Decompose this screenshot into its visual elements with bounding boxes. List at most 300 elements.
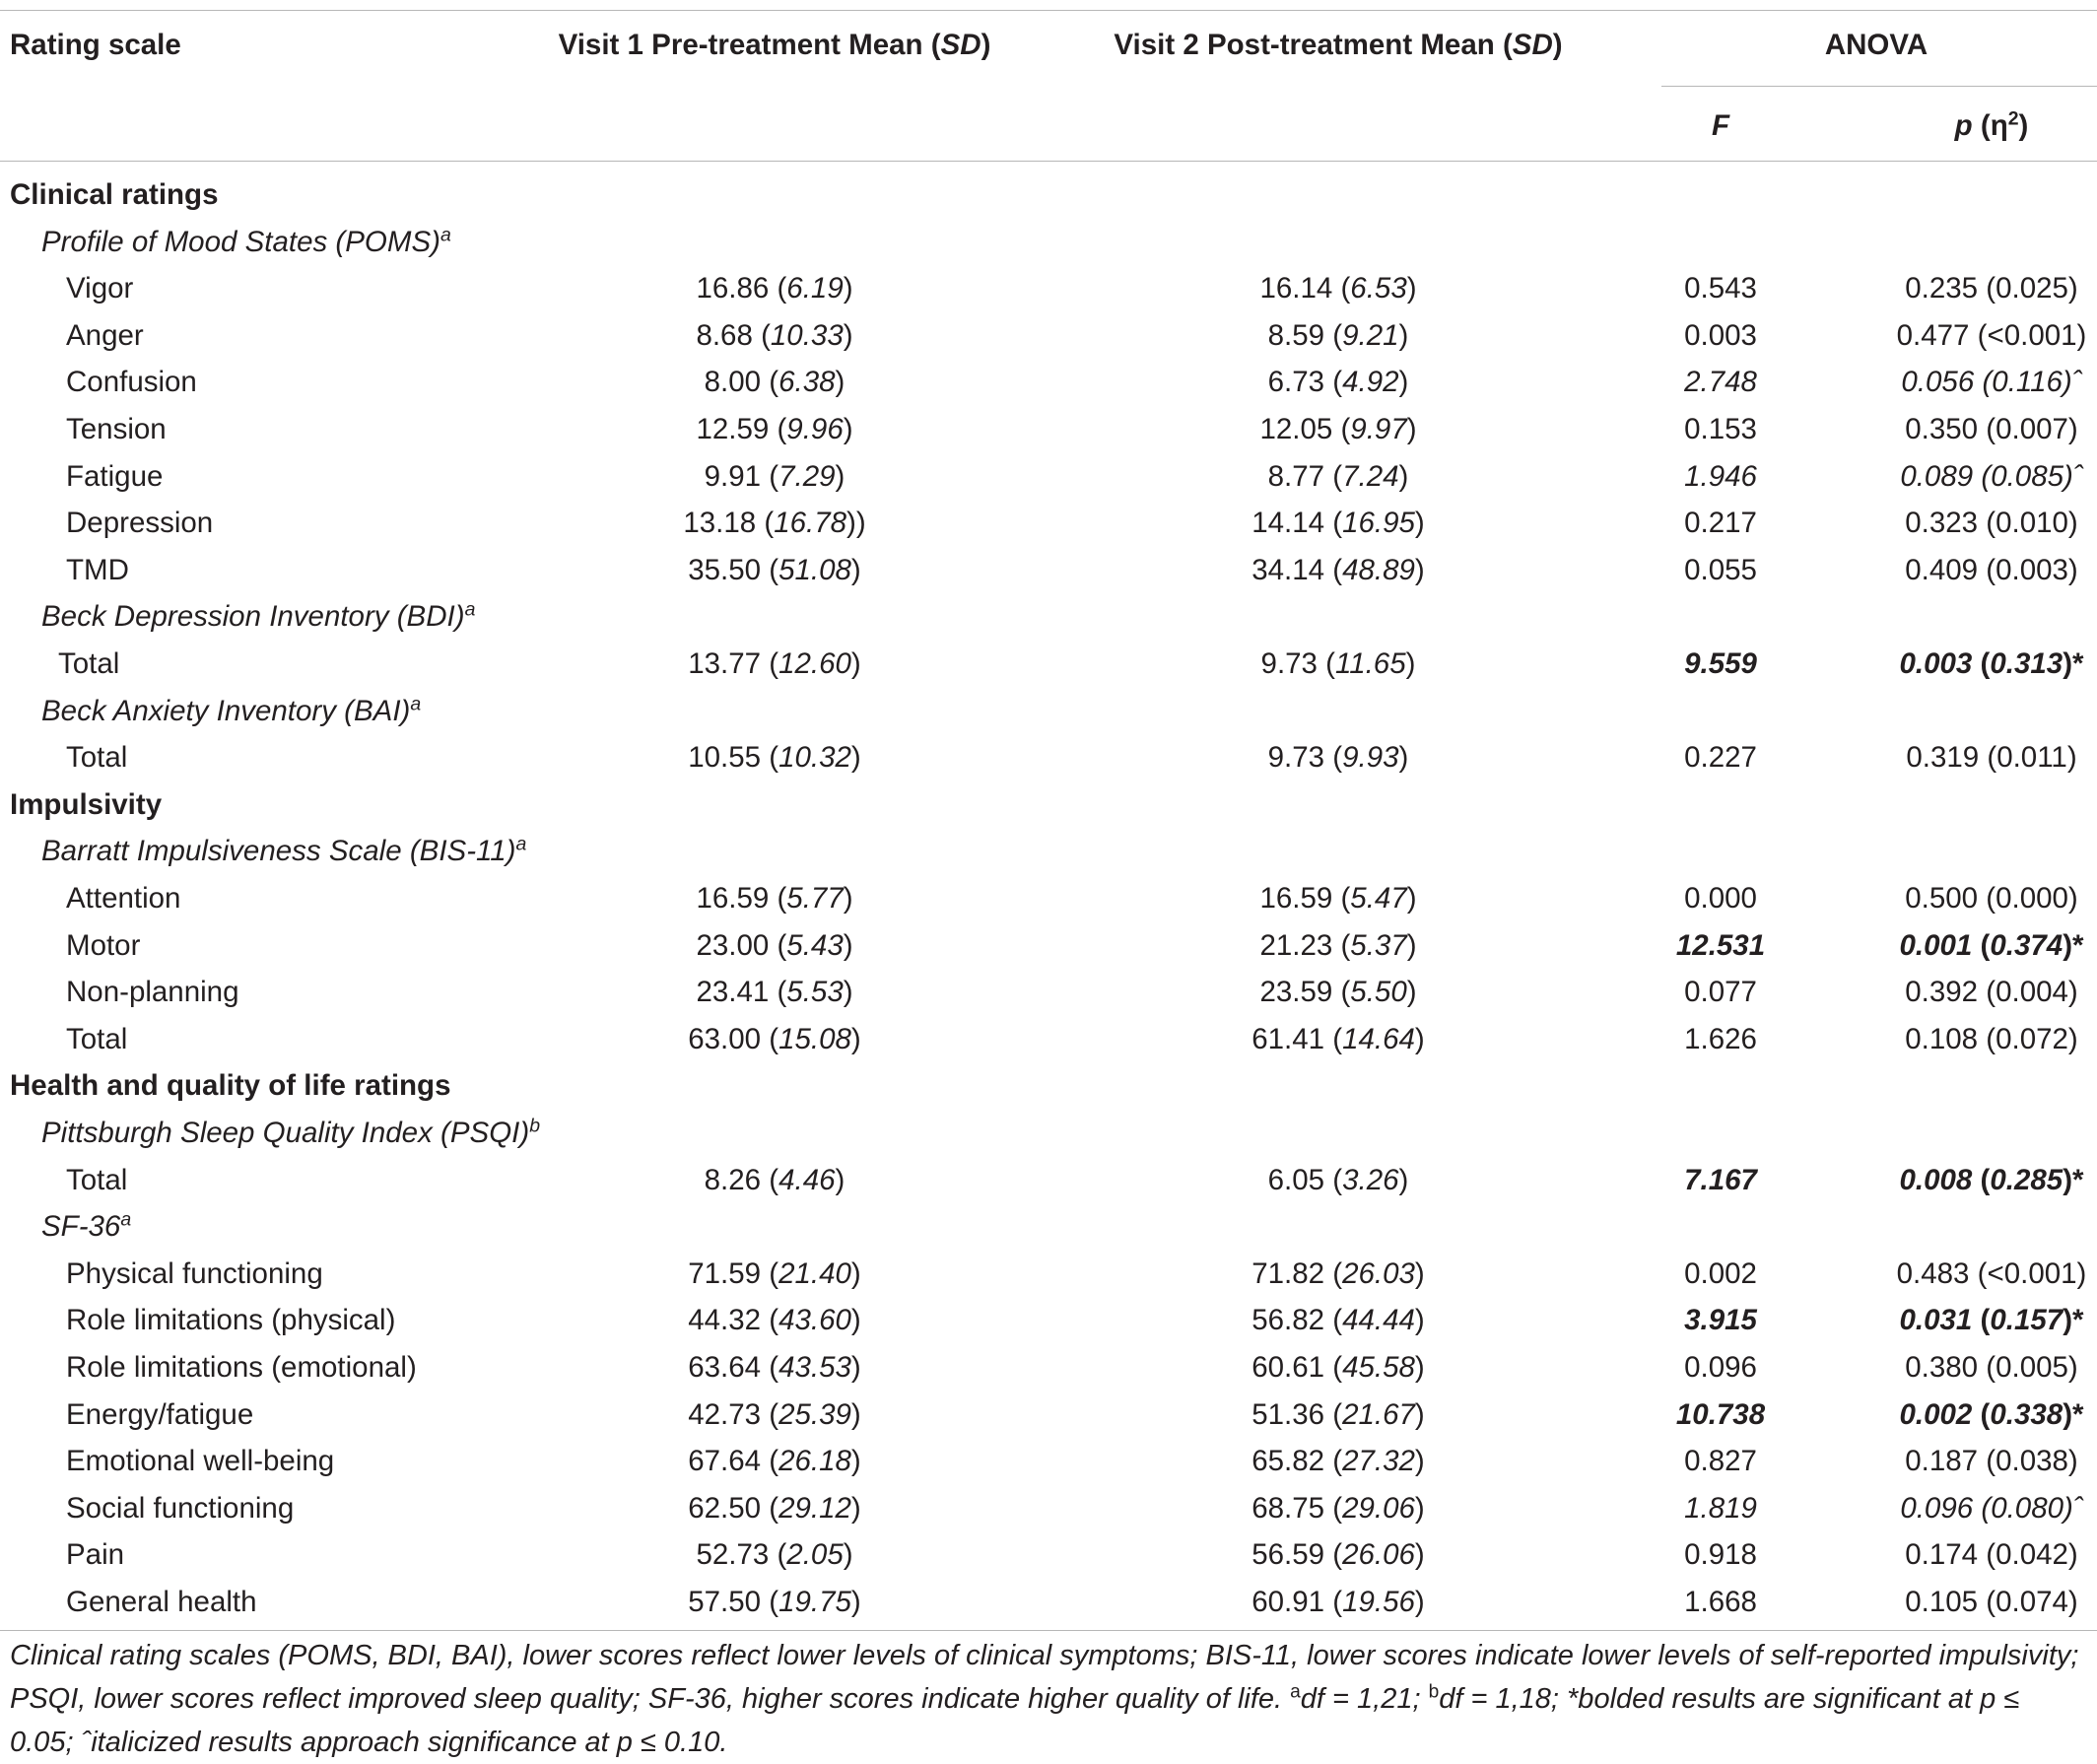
p-value: 0.096 [1900, 1491, 1974, 1525]
eta-value: 0.116 [1992, 366, 2063, 399]
p-eta-cell: 0.500 (0.000) [1905, 882, 2078, 915]
visit1-cell: 9.91 (7.29) [704, 459, 846, 493]
subsection-heading [41, 599, 475, 635]
visit1-sd: 9.96 [786, 413, 844, 445]
visit2-cell: 23.59 (5.50) [1259, 976, 1417, 1009]
eta-value: 0.313 [1990, 647, 2063, 680]
p-eta-bold: 0.031 (0.157)* [1899, 1304, 2084, 1337]
footnote-part3: df = 1,18; *bolded results are significant at p ≤ 0.05; ˆitalicized results approach significance at p ≤ 0.10. [10, 1683, 2020, 1758]
visit2-cell: 56.59 (26.06) [1251, 1538, 1425, 1572]
visit1-cell: 67.64 (26.18) [688, 1445, 861, 1478]
f-value: 0.227 [1684, 741, 1757, 775]
p-eta-italic: 0.096 (0.080)ˆ [1900, 1491, 2083, 1525]
visit2-cell: 60.61 (45.58) [1251, 1351, 1425, 1384]
p-value: 0.001 [1899, 928, 1973, 962]
visit1-cell: 63.00 (15.08) [688, 1022, 861, 1055]
visit2-sd: 9.21 [1342, 318, 1399, 352]
f-value: 3.915 [1684, 1304, 1757, 1337]
p-value: 0.319 [1906, 741, 1980, 775]
row-label: Role limitations (emotional) [66, 1351, 417, 1384]
row-label: Social functioning [66, 1491, 295, 1525]
visit2-mean: 56.59 [1251, 1538, 1325, 1572]
row-label: TMD [66, 553, 129, 586]
anova-underline [1661, 86, 2097, 87]
subsection-heading [41, 1116, 540, 1151]
header-visit1-close: ) [981, 29, 991, 61]
header-visit2 [1114, 28, 1562, 63]
table-bottom-rule [0, 1630, 2097, 1631]
eta-value: 0.157 [1990, 1304, 2063, 1337]
visit1-sd: 10.32 [778, 741, 851, 775]
p-eta-cell: 0.235 (0.025) [1905, 272, 2078, 305]
f-value: 0.827 [1684, 1445, 1757, 1478]
visit1-extra: ) [846, 507, 856, 540]
header-p-label: p [1954, 109, 1973, 142]
p-value: 0.174 [1905, 1538, 1979, 1572]
visit2-mean: 6.73 [1267, 366, 1325, 399]
visit2-cell: 61.41 (14.64) [1251, 1022, 1425, 1055]
visit1-sd: 7.29 [778, 459, 836, 493]
p-eta-cell: 0.380 (0.005) [1905, 1351, 2078, 1384]
subsection-heading [41, 225, 451, 260]
visit2-sd: 26.06 [1342, 1538, 1415, 1572]
visit2-sd: 16.95 [1342, 507, 1415, 540]
visit1-cell: 16.59 (5.77) [696, 882, 853, 915]
p-eta-cell [1900, 1491, 2082, 1527]
eta-value: 0.338 [1990, 1397, 2063, 1431]
header-eta-sup: 2 [2007, 107, 2019, 130]
eta-value: 0.038 [1996, 1445, 2068, 1478]
p-eta-cell [1900, 459, 2082, 495]
visit2-cell: 71.82 (26.03) [1251, 1256, 1425, 1290]
header-visit1 [559, 28, 991, 63]
header-anova: ANOVA [1824, 29, 1928, 61]
p-eta-cell: 0.477 (<0.001) [1896, 318, 2087, 352]
visit2-mean: 34.14 [1251, 553, 1325, 586]
eta-value: 0.000 [1996, 882, 2068, 915]
p-eta-cell: 0.105 (0.074) [1905, 1586, 2078, 1618]
subsection-superscript: a [440, 223, 451, 245]
subsection-heading [41, 694, 421, 729]
visit1-sd: 6.38 [778, 366, 836, 399]
p-eta-cell: 0.108 (0.072) [1905, 1022, 2078, 1055]
visit2-mean: 16.14 [1259, 272, 1333, 305]
subsection-label: Barratt Impulsiveness Scale (BIS-11) [41, 835, 516, 868]
significance-mark: ˆ [2072, 459, 2083, 493]
visit1-mean: 42.73 [688, 1397, 762, 1431]
visit2-cell: 14.14 (16.95) [1251, 507, 1425, 540]
f-value: 0.003 [1684, 318, 1757, 352]
visit1-mean: 12.59 [696, 413, 770, 445]
visit1-cell: 62.50 (29.12) [688, 1491, 861, 1525]
visit2-cell: 68.75 (29.06) [1251, 1491, 1425, 1525]
p-value: 0.089 [1900, 459, 1974, 493]
f-value: 0.918 [1684, 1538, 1757, 1572]
eta-value: 0.025 [1996, 272, 2068, 305]
p-eta-bold: 0.003 (0.313)* [1899, 647, 2084, 680]
row-label: Fatigue [66, 459, 164, 493]
visit2-mean: 6.05 [1267, 1163, 1325, 1196]
visit2-mean: 61.41 [1251, 1022, 1325, 1055]
visit2-mean: 68.75 [1251, 1491, 1325, 1525]
visit1-cell: 42.73 (25.39) [688, 1397, 861, 1431]
f-value: 9.559 [1684, 647, 1757, 680]
visit1-cell: 52.73 (2.05) [696, 1538, 853, 1572]
p-eta-cell: 0.483 (<0.001) [1896, 1256, 2087, 1290]
row-label: Anger [66, 318, 144, 352]
row-label: General health [66, 1586, 257, 1618]
p-eta-cell: 0.392 (0.004) [1905, 976, 2078, 1009]
visit1-mean: 8.00 [704, 366, 762, 399]
header-visit2-close: ) [1552, 29, 1563, 61]
p-value: 0.003 [1899, 647, 1973, 680]
visit2-mean: 23.59 [1259, 976, 1333, 1009]
visit2-cell: 12.05 (9.97) [1259, 413, 1417, 445]
eta-value: 0.005 [1996, 1351, 2068, 1384]
header-visit1-sd: SD [940, 29, 981, 61]
visit2-sd: 48.89 [1342, 553, 1415, 586]
significance-mark: * [2072, 1397, 2084, 1431]
visit1-mean: 52.73 [696, 1538, 770, 1572]
visit2-sd: 29.06 [1342, 1491, 1415, 1525]
visit1-mean: 23.41 [696, 976, 770, 1009]
f-value: 1.626 [1684, 1022, 1757, 1055]
visit1-sd: 5.53 [786, 976, 844, 1009]
visit2-sd: 5.37 [1350, 928, 1407, 962]
visit1-cell: 8.68 (10.33) [696, 318, 853, 352]
row-label: Non-planning [66, 976, 239, 1009]
eta-value: 0.007 [1996, 413, 2068, 445]
subsection-label: SF-36 [41, 1210, 121, 1244]
visit2-cell: 16.59 (5.47) [1259, 882, 1417, 915]
eta-value: 0.004 [1996, 976, 2068, 1009]
visit2-mean: 65.82 [1251, 1445, 1325, 1478]
p-eta-cell: 0.350 (0.007) [1905, 413, 2078, 445]
visit1-mean: 23.00 [696, 928, 770, 962]
visit2-sd: 11.65 [1334, 647, 1406, 680]
visit2-sd: 9.97 [1350, 413, 1407, 445]
significance-mark: ˆ [2071, 366, 2082, 399]
header-visit1-label: Visit 1 Pre-treatment Mean ( [558, 29, 941, 61]
p-value: 0.323 [1905, 507, 1979, 540]
visit1-mean: 35.50 [688, 553, 762, 586]
visit1-mean: 16.86 [696, 272, 770, 305]
f-value: 10.738 [1675, 1397, 1766, 1431]
significance-mark: * [2072, 928, 2084, 962]
f-value: 0.055 [1684, 553, 1757, 586]
row-label: Vigor [66, 272, 134, 305]
visit1-mean: 71.59 [688, 1256, 762, 1290]
visit2-mean: 60.61 [1251, 1351, 1325, 1384]
row-label: Tension [66, 413, 167, 445]
row-label: Total [66, 1022, 128, 1055]
section-heading: Impulsivity [10, 787, 163, 821]
header-visit2-label: Visit 2 Post-treatment Mean ( [1114, 29, 1513, 61]
eta-value: 0.011 [1996, 741, 2067, 775]
row-label: Emotional well-being [66, 1445, 335, 1478]
significance-mark: * [2072, 647, 2084, 680]
f-value: 0.217 [1684, 507, 1757, 540]
p-value: 0.235 [1905, 272, 1979, 305]
visit2-cell: 60.91 (19.56) [1251, 1586, 1425, 1618]
p-value: 0.031 [1899, 1304, 1973, 1337]
visit1-mean: 63.00 [688, 1022, 762, 1055]
visit2-mean: 56.82 [1251, 1304, 1325, 1337]
p-eta-cell: 0.174 (0.042) [1905, 1538, 2078, 1572]
footnote-part2: df = 1,21; [1300, 1683, 1429, 1715]
visit2-sd: 3.26 [1342, 1163, 1399, 1196]
significance-mark: * [2072, 1163, 2084, 1196]
subsection-superscript: a [410, 692, 422, 714]
p-eta-cell [1900, 928, 2084, 964]
visit1-sd: 19.75 [778, 1586, 851, 1618]
p-eta-cell: 0.319 (0.011) [1906, 741, 2077, 775]
visit2-sd: 45.58 [1342, 1351, 1415, 1384]
visit2-mean: 60.91 [1251, 1586, 1325, 1618]
f-value: 0.077 [1684, 976, 1757, 1009]
visit2-cell: 8.59 (9.21) [1267, 318, 1409, 352]
f-value: 1.946 [1684, 459, 1757, 493]
visit2-cell: 6.73 (4.92) [1267, 366, 1409, 399]
p-eta-cell [1900, 646, 2084, 682]
p-eta-bold: 0.008 (0.285)* [1899, 1163, 2084, 1196]
visit1-sd: 25.39 [778, 1397, 851, 1431]
p-eta-cell [1900, 1163, 2084, 1198]
f-value: 0.002 [1684, 1256, 1757, 1290]
header-f [1712, 108, 1729, 144]
visit1-mean: 63.64 [688, 1351, 762, 1384]
visit2-cell: 34.14 (48.89) [1251, 553, 1425, 586]
visit2-sd: 6.53 [1350, 272, 1407, 305]
visit1-sd: 51.08 [778, 553, 851, 586]
row-label: Total [58, 647, 120, 680]
row-label: Total [66, 741, 128, 775]
visit1-cell: 8.26 (4.46) [704, 1163, 846, 1196]
visit2-sd: 5.50 [1350, 976, 1407, 1009]
p-value: 0.477 [1896, 318, 1970, 352]
eta-value: 0.374 [1990, 928, 2063, 962]
visit1-cell: 8.00 (6.38) [704, 366, 846, 399]
visit1-sd: 4.46 [778, 1163, 836, 1196]
p-value: 0.500 [1905, 882, 1979, 915]
p-value: 0.483 [1896, 1256, 1970, 1290]
subsection-superscript: b [529, 1115, 541, 1137]
p-value: 0.350 [1905, 413, 1979, 445]
visit1-cell: 23.41 (5.53) [696, 976, 853, 1009]
visit1-mean: 13.77 [688, 647, 762, 680]
visit2-mean: 8.77 [1267, 459, 1325, 493]
visit2-sd: 5.47 [1350, 882, 1407, 915]
eta-value: 0.285 [1990, 1163, 2063, 1196]
p-value: 0.187 [1905, 1445, 1979, 1478]
p-value: 0.002 [1899, 1397, 1973, 1431]
visit2-mean: 14.14 [1251, 507, 1325, 540]
eta-value: <0.001 [1987, 318, 2077, 352]
subsection-label: Beck Anxiety Inventory (BAI) [41, 694, 411, 727]
subsection-label: Profile of Mood States (POMS) [41, 225, 440, 258]
p-eta-cell [1901, 365, 2081, 400]
subsection-superscript: a [515, 833, 527, 855]
significance-mark: ˆ [2072, 1491, 2083, 1525]
footnote-sup-b: b [1428, 1681, 1440, 1703]
visit1-sd: 16.78 [774, 507, 847, 540]
visit1-sd: 26.18 [778, 1445, 851, 1478]
visit1-mean: 62.50 [688, 1491, 762, 1525]
visit2-sd: 4.92 [1342, 366, 1399, 399]
visit2-cell: 16.14 (6.53) [1259, 272, 1417, 305]
visit1-cell: 63.64 (43.53) [688, 1351, 861, 1384]
visit1-cell: 13.18 (16.78)) [683, 507, 866, 540]
p-value: 0.105 [1905, 1586, 1979, 1618]
visit1-mean: 44.32 [688, 1304, 762, 1337]
p-value: 0.008 [1899, 1163, 1973, 1196]
visit1-sd: 15.08 [778, 1022, 851, 1055]
row-label: Depression [66, 507, 214, 540]
visit2-cell: 9.73 (11.65) [1260, 647, 1416, 680]
visit1-sd: 12.60 [778, 647, 851, 680]
visit2-mean: 9.73 [1260, 647, 1318, 680]
visit1-sd: 10.33 [770, 318, 844, 352]
f-value: 0.000 [1684, 882, 1757, 915]
eta-value: 0.010 [1996, 507, 2068, 540]
header-bottom-rule [0, 161, 2097, 162]
visit1-sd: 43.53 [778, 1351, 851, 1384]
visit1-sd: 6.19 [786, 272, 844, 305]
visit2-sd: 26.03 [1342, 1256, 1415, 1290]
p-eta-cell [1900, 1397, 2084, 1433]
eta-value: 0.003 [1996, 553, 2068, 586]
visit2-cell: 9.73 (9.93) [1267, 741, 1409, 775]
f-value: 0.543 [1684, 272, 1757, 305]
visit2-mean: 12.05 [1259, 413, 1333, 445]
row-label: Total [66, 1163, 128, 1196]
p-eta-bold: 0.002 (0.338)* [1899, 1397, 2084, 1431]
visit1-mean: 10.55 [688, 741, 762, 775]
f-value: 2.748 [1684, 366, 1757, 399]
visit1-mean: 16.59 [696, 882, 770, 915]
f-value: 1.668 [1684, 1586, 1757, 1618]
subsection-label: Pittsburgh Sleep Quality Index (PSQI) [41, 1117, 530, 1149]
visit2-sd: 19.56 [1342, 1586, 1415, 1618]
visit1-sd: 43.60 [778, 1304, 851, 1337]
visit2-cell: 8.77 (7.24) [1267, 459, 1409, 493]
subsection-superscript: a [464, 598, 476, 621]
row-label: Motor [66, 928, 141, 962]
visit1-cell: 12.59 (9.96) [696, 413, 853, 445]
visit1-cell: 16.86 (6.19) [696, 272, 853, 305]
p-value: 0.409 [1905, 553, 1979, 586]
visit1-sd: 29.12 [778, 1491, 851, 1525]
header-rating-scale: Rating scale [10, 29, 181, 61]
eta-value: 0.080 [1991, 1491, 2064, 1525]
visit1-cell: 13.77 (12.60) [688, 647, 861, 680]
header-visit2-sd: SD [1512, 29, 1553, 61]
visit1-cell: 71.59 (21.40) [688, 1256, 861, 1290]
visit1-cell: 23.00 (5.43) [696, 928, 853, 962]
visit1-cell: 57.50 (19.75) [688, 1586, 861, 1618]
visit2-mean: 21.23 [1259, 928, 1333, 962]
visit1-sd: 5.77 [786, 882, 844, 915]
eta-value: <0.001 [1987, 1256, 2077, 1290]
visit1-mean: 9.91 [704, 459, 762, 493]
visit2-sd: 7.24 [1342, 459, 1399, 493]
top-rule [0, 10, 2097, 11]
section-heading: Clinical ratings [10, 178, 219, 211]
eta-value: 0.074 [1996, 1586, 2068, 1618]
visit2-sd: 21.67 [1342, 1397, 1415, 1431]
visit2-cell: 65.82 (27.32) [1251, 1445, 1425, 1478]
p-eta-italic: 0.089 (0.085)ˆ [1900, 459, 2083, 493]
p-value: 0.108 [1905, 1022, 1979, 1055]
visit1-sd: 5.43 [786, 928, 844, 962]
visit2-sd: 44.44 [1342, 1304, 1415, 1337]
significance-mark: * [2072, 1304, 2084, 1337]
eta-value: 0.042 [1996, 1538, 2068, 1572]
visit2-cell: 6.05 (3.26) [1267, 1163, 1409, 1196]
visit2-mean: 51.36 [1251, 1397, 1325, 1431]
visit2-sd: 27.32 [1342, 1445, 1415, 1478]
visit1-mean: 8.26 [704, 1163, 762, 1196]
visit1-cell: 35.50 (51.08) [688, 553, 861, 586]
f-value: 1.819 [1684, 1491, 1757, 1525]
f-value: 0.153 [1684, 413, 1757, 445]
subsection-heading [41, 834, 526, 869]
visit2-mean: 16.59 [1259, 882, 1333, 915]
visit1-sd: 21.40 [778, 1256, 851, 1290]
visit2-mean: 71.82 [1251, 1256, 1325, 1290]
visit2-sd: 14.64 [1342, 1022, 1415, 1055]
visit1-mean: 57.50 [688, 1586, 762, 1618]
p-eta-bold: 0.001 (0.374)* [1899, 928, 2084, 962]
visit2-mean: 9.73 [1267, 741, 1325, 775]
p-eta-cell [1900, 1303, 2084, 1338]
subsection-label: Beck Depression Inventory (BDI) [41, 600, 465, 634]
visit2-cell: 51.36 (21.67) [1251, 1397, 1425, 1431]
visit1-mean: 67.64 [688, 1445, 762, 1478]
row-label: Role limitations (physical) [66, 1304, 396, 1337]
header-p-eta [1955, 108, 2029, 144]
f-value: 12.531 [1675, 928, 1766, 962]
subsection-heading [41, 1209, 131, 1245]
eta-value: 0.085 [1991, 459, 2064, 493]
row-label: Physical functioning [66, 1256, 323, 1290]
p-value: 0.380 [1905, 1351, 1979, 1384]
header-eta-label: (η [1980, 109, 2008, 142]
section-heading: Health and quality of life ratings [10, 1069, 451, 1103]
f-value: 0.096 [1684, 1351, 1757, 1384]
visit1-sd: 2.05 [786, 1538, 844, 1572]
f-value: 7.167 [1684, 1163, 1757, 1196]
p-eta-cell: 0.187 (0.038) [1905, 1445, 2078, 1478]
eta-value: 0.072 [1996, 1022, 2068, 1055]
visit1-mean: 8.68 [696, 318, 753, 352]
footnote-sup-a: a [1290, 1681, 1301, 1703]
row-label: Energy/fatigue [66, 1397, 254, 1431]
p-eta-cell: 0.323 (0.010) [1905, 507, 2078, 540]
row-label: Pain [66, 1538, 125, 1572]
visit1-mean: 13.18 [683, 507, 757, 540]
visit2-sd: 9.93 [1342, 741, 1399, 775]
header-f-label: F [1711, 109, 1730, 142]
table-footnote [10, 1634, 2089, 1764]
visit2-cell: 56.82 (44.44) [1251, 1304, 1425, 1337]
header-eta-close: ) [2018, 109, 2029, 142]
row-label: Attention [66, 882, 181, 915]
row-label: Confusion [66, 366, 197, 399]
visit1-cell: 44.32 (43.60) [688, 1304, 861, 1337]
visit1-cell: 10.55 (10.32) [688, 741, 861, 775]
p-value: 0.392 [1905, 976, 1979, 1009]
